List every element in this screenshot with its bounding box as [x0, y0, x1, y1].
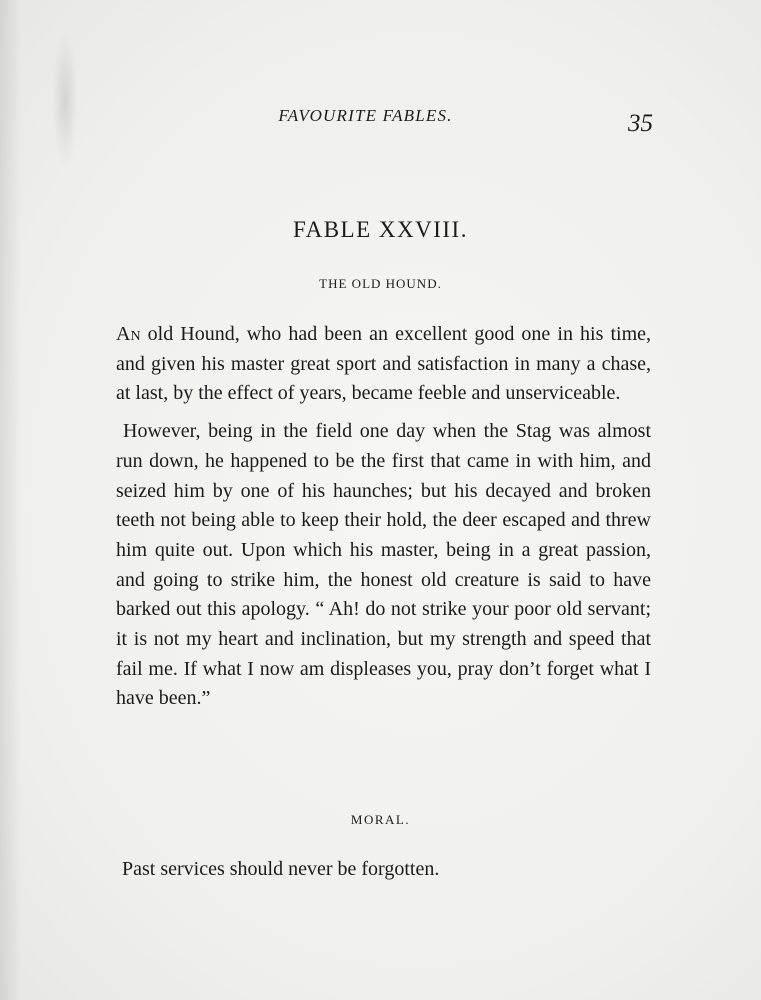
page-number: 35	[628, 110, 653, 137]
paragraph-1-text: old Hound, who had been an excellent good one in his time, and given his master great sport and satisfaction in many a chase, at last, by the effect of years, became feeble and unserviceable.	[116, 323, 651, 405]
fable-body	[116, 320, 651, 714]
paragraph-2: However, being in the field one day when the Stag was almost run down, he happened to be the first that came in with him, and seized him by one of his haunches; but his decayed and broken teeth not being able to keep their hold, the deer escaped and threw him quite out. Upon which his master, being in a great passion, and going to strike him, the honest old creature is said to have barked out this apology. “ Ah! do not strike your poor old servant; it is not my heart and inclination, but my strength and speed that fail me. If what I now am displeases you, pray don’t forget what I have been.”	[116, 420, 651, 710]
paragraph-1	[116, 320, 651, 409]
running-head: FAVOURITE FABLES.	[278, 106, 453, 125]
moral-text: Past services should never be forgotten.	[122, 858, 440, 880]
page-smudge	[52, 30, 78, 170]
opening-word: An	[116, 323, 141, 345]
fable-title: FABLE XXVIII.	[293, 217, 468, 242]
page-gutter-shadow	[0, 0, 22, 1000]
moral-heading: MORAL.	[350, 812, 411, 827]
fable-subtitle: THE OLD HOUND.	[319, 276, 442, 291]
